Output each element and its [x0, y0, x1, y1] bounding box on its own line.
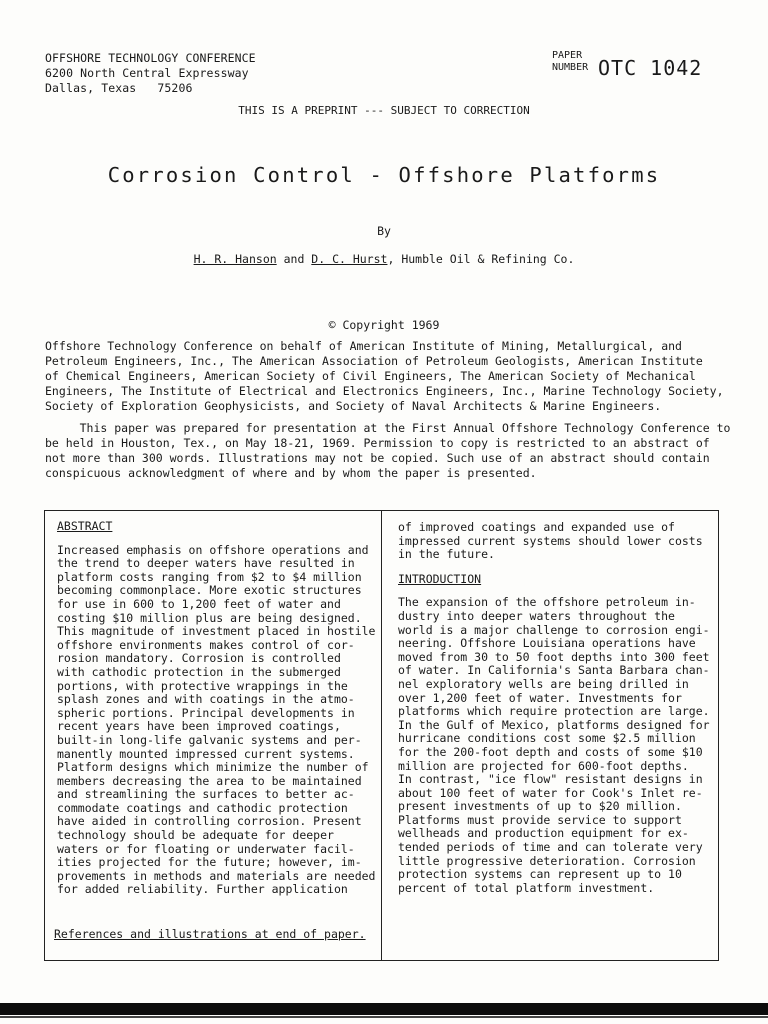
paper-number-label — [552, 50, 588, 74]
sponsors-line: Engineers, The Institute of Electrical and Electronics Engineers, Inc., Marine Technology Society, — [45, 384, 724, 398]
introduction-line: present investments of up to $20 million. — [398, 799, 682, 814]
references-footnote: References and illustrations at end of paper. — [54, 927, 366, 941]
abstract-line: and streamlining the surfaces to better ac- — [57, 787, 355, 802]
author-conjunction: and — [276, 252, 312, 266]
paper-title: Corrosion Control - Offshore Platforms — [107, 163, 661, 187]
introduction-line: about 100 feet of water for Cook's Inlet re- — [398, 785, 703, 800]
abstract-line: This magnitude of investment placed in hostile — [57, 624, 376, 639]
abstract-line: commodate coatings and cathodic protection — [57, 800, 348, 815]
paper-label: PAPER — [552, 50, 583, 61]
introduction-line: nel exploratory wells are being drilled in — [398, 676, 689, 691]
introduction-line: Platforms must provide service to support — [398, 812, 682, 827]
column-divider — [381, 510, 382, 960]
street-address: 6200 North Central Expressway — [45, 66, 249, 80]
abstract-line: splash zones and with coatings in the atmo- — [57, 692, 355, 707]
permission-line: conspicuous acknowledgment of where and by whom the paper is presented. — [45, 466, 537, 480]
abstract-line: Increased emphasis on offshore operations and — [57, 542, 369, 557]
abstract-line: ities projected for the future; however, im- — [57, 855, 362, 870]
introduction-line: platforms which require protection are large. — [398, 704, 710, 719]
copyright-notice: © Copyright 1969 — [328, 318, 440, 332]
introduction-line: In contrast, "ice flow" resistant designs in — [398, 772, 703, 787]
introduction-line: wellheads and production equipment for ex- — [398, 826, 689, 841]
abstract-line: the trend to deeper waters have resulted in — [57, 556, 355, 571]
introduction-line: million are projected for 600-foot depths. — [398, 758, 689, 773]
continuation-line: impressed current systems should lower costs — [398, 533, 703, 548]
sponsors-paragraph — [45, 339, 735, 414]
city-state-zip: Dallas, Texas 75206 — [45, 81, 193, 95]
scan-edge-line — [0, 1016, 768, 1018]
sponsors-line: of Chemical Engineers, American Society of Civil Engineers, The American Society of Mechanical — [45, 369, 696, 383]
byline-by: By — [377, 224, 391, 238]
sponsors-line: Offshore Technology Conference on behalf of American Institute of Mining, Metallurgical, and — [45, 339, 682, 353]
abstract-line: manently mounted impressed current systems. — [57, 746, 355, 761]
abstract-line: offshore environments makes control of cor- — [57, 637, 355, 652]
abstract-line: with cathodic protection in the submerged — [57, 664, 341, 679]
continuation-line: in the future. — [398, 547, 495, 562]
author-hurst: D. C. Hurst — [311, 252, 388, 266]
author-affiliation: , Humble Oil & Refining Co. — [387, 252, 575, 266]
introduction-heading: INTRODUCTION — [398, 571, 482, 586]
introduction-line: percent of total platform investment. — [398, 880, 655, 895]
conference-address-block — [45, 51, 256, 96]
preprint-notice: THIS IS A PREPRINT --- SUBJECT TO CORRECTION — [238, 104, 530, 117]
abstract-line: technology should be adequate for deeper — [57, 828, 334, 843]
permission-line: be held in Houston, Tex., on May 18-21, 1969. Permission to copy is restricted to an abstract of — [45, 436, 710, 450]
introduction-line: moved from 30 to 50 foot depths into 300 feet — [398, 649, 710, 664]
abstract-line: built-in long-life galvanic systems and per- — [57, 732, 362, 747]
paper-number: OTC 1042 — [598, 56, 703, 80]
abstract-line: rosion mandatory. Corrosion is controlled — [57, 651, 341, 666]
abstract-line: costing $10 million plus are being designed. — [57, 610, 362, 625]
abstract-line: spheric portions. Principal developments in — [57, 705, 355, 720]
introduction-line: for the 200-foot depth and costs of some $10 — [398, 744, 703, 759]
permission-line: This paper was prepared for presentation at the First Annual Offshore Technology Conference to — [45, 421, 731, 435]
introduction-line: world is a major challenge to corrosion engi- — [398, 622, 710, 637]
introduction-line: dustry into deeper waters throughout the — [398, 608, 675, 623]
conference-name: OFFSHORE TECHNOLOGY CONFERENCE — [45, 51, 256, 65]
author-line — [0, 252, 768, 266]
abstract-line: waters or for floating or underwater facil- — [57, 841, 355, 856]
introduction-line: In the Gulf of Mexico, platforms designed for — [398, 717, 710, 732]
abstract-column — [57, 519, 376, 897]
abstract-line: provements in methods and materials are needed — [57, 868, 376, 883]
abstract-line: becoming commonplace. More exotic structures — [57, 583, 362, 598]
permission-paragraph — [45, 421, 735, 481]
sponsors-line: Petroleum Engineers, Inc., The American Association of Petroleum Geologists, American Institute — [45, 354, 703, 368]
abstract-line: for use in 600 to 1,200 feet of water and — [57, 596, 341, 611]
scan-edge-bar — [0, 1003, 768, 1015]
abstract-line: have aided in controlling corrosion. Present — [57, 814, 362, 829]
abstract-line: platform costs ranging from $2 to $4 million — [57, 569, 362, 584]
permission-line: not more than 300 words. Illustrations may not be copied. Such use of an abstract should contain — [45, 451, 710, 465]
author-hanson: H. R. Hanson — [193, 252, 277, 266]
abstract-heading: ABSTRACT — [57, 519, 113, 533]
abstract-line: for added reliability. Further application — [57, 882, 348, 897]
introduction-line: tended periods of time and can tolerate very — [398, 840, 703, 855]
right-column — [398, 521, 710, 895]
sponsors-line: Society of Exploration Geophysicists, and Society of Naval Architects & Marine Engineers. — [45, 399, 662, 413]
abstract-line: recent years have been improved coatings, — [57, 719, 341, 734]
introduction-line: little progressive deterioration. Corrosion — [398, 853, 696, 868]
introduction-line: over 1,200 feet of water. Investments for — [398, 690, 682, 705]
introduction-line: The expansion of the offshore petroleum in- — [398, 595, 696, 610]
abstract-line: members decreasing the area to be maintained — [57, 773, 362, 788]
introduction-line: hurricane conditions cost some $2.5 million — [398, 731, 696, 746]
introduction-line: protection systems can represent up to 10 — [398, 867, 682, 882]
abstract-line: portions, with protective wrappings in the — [57, 678, 348, 693]
continuation-line: of improved coatings and expanded use of — [398, 520, 675, 534]
introduction-line: of water. In California's Santa Barbara chan- — [398, 663, 710, 678]
introduction-line: neering. Offshore Louisiana operations have — [398, 636, 696, 651]
number-label: NUMBER — [552, 62, 589, 73]
abstract-line: Platform designs which minimize the number of — [57, 760, 369, 775]
